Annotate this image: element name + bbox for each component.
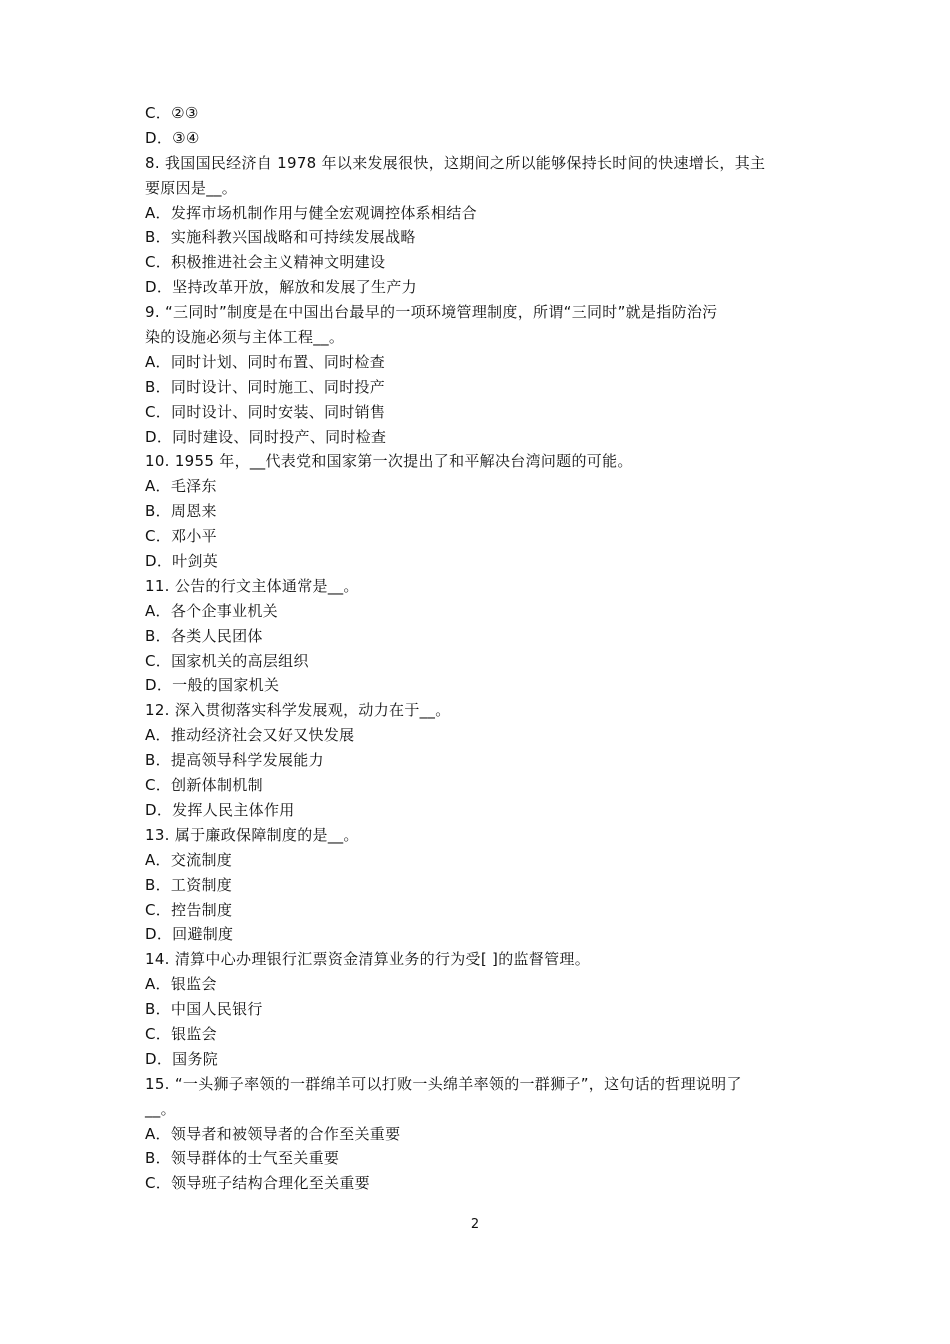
text-line: 12. 深入贯彻落实科学发展观，动力在于__。	[145, 701, 451, 720]
text-line: B．各类人民团体	[145, 626, 263, 645]
text-line: A．领导者和被领导者的合作至关重要	[145, 1124, 401, 1143]
text-line: C．②③	[145, 104, 199, 122]
text-line: C．邓小平	[145, 527, 217, 546]
text-line: D．坚持改革开放，解放和发展了生产力	[145, 278, 417, 297]
text-line: 10. 1955 年，__代表党和国家第一次提出了和平解决台湾问题的可能。	[145, 452, 633, 471]
text-line: 14. 清算中心办理银行汇票资金清算业务的行为受[ ]的监督管理。	[145, 950, 590, 969]
text-line: A．银监会	[145, 975, 217, 994]
text-line: A．推动经济社会又好又快发展	[145, 726, 355, 745]
text-line: 8. 我国国民经济自 1978 年以来发展很快，这期间之所以能够保持长时间的快速增长，其主	[145, 153, 766, 172]
text-line: D．一般的国家机关	[145, 676, 280, 695]
text-line: C．银监会	[145, 1024, 217, 1043]
text-line: 15. “一头狮子率领的一群绵羊可以打败一头绵羊率领的一群狮子”，这句话的哲理说明了	[145, 1074, 742, 1093]
text-line: C．创新体制机制	[145, 776, 263, 795]
text-line: 要原因是__。	[145, 178, 238, 197]
text-line: 染的设施必须与主体工程__。	[145, 328, 345, 347]
text-line: __。	[145, 1099, 176, 1118]
text-line: B．领导群体的士气至关重要	[145, 1149, 340, 1168]
text-line: B．周恩来	[145, 502, 217, 521]
text-line: C．控告制度	[145, 900, 233, 919]
document-body	[145, 101, 815, 1196]
text-line: A．交流制度	[145, 850, 233, 869]
text-line: D．③④	[145, 128, 200, 147]
text-line: B．工资制度	[145, 875, 233, 894]
text-line: D．发挥人民主体作用	[145, 800, 295, 819]
text-line: 9. “三同时”制度是在中国出台最早的一项环境管理制度，所谓“三同时”就是指防治污	[145, 303, 718, 322]
text-line: D．叶剑英	[145, 552, 219, 571]
text-line: C．领导班子结构合理化至关重要	[145, 1174, 370, 1193]
text-line: B．实施科教兴国战略和可持续发展战略	[145, 228, 416, 247]
text-line: A．发挥市场机制作用与健全宏观调控体系相结合	[145, 203, 477, 222]
text-line: 13. 属于廉政保障制度的是__。	[145, 825, 359, 844]
text-line: D．同时建设、同时投产、同时检查	[145, 427, 387, 446]
text-line: A．毛泽东	[145, 477, 217, 496]
text-line: A．同时计划、同时布置、同时检查	[145, 352, 386, 371]
text-line: D．国务院	[145, 1049, 219, 1068]
text-line: C．同时设计、同时安装、同时销售	[145, 402, 386, 421]
text-line: B．同时设计、同时施工、同时投产	[145, 377, 386, 396]
text-line: A．各个企事业机关	[145, 601, 278, 620]
text-line: B．中国人民银行	[145, 1000, 263, 1019]
text-line: C．积极推进社会主义精神文明建设	[145, 253, 386, 272]
text-line: 11. 公告的行文主体通常是__。	[145, 576, 359, 595]
page-number: 2	[470, 1217, 480, 1232]
text-line: C．国家机关的高层组织	[145, 651, 309, 670]
text-line: B．提高领导科学发展能力	[145, 751, 324, 770]
text-line: D．回避制度	[145, 925, 234, 944]
